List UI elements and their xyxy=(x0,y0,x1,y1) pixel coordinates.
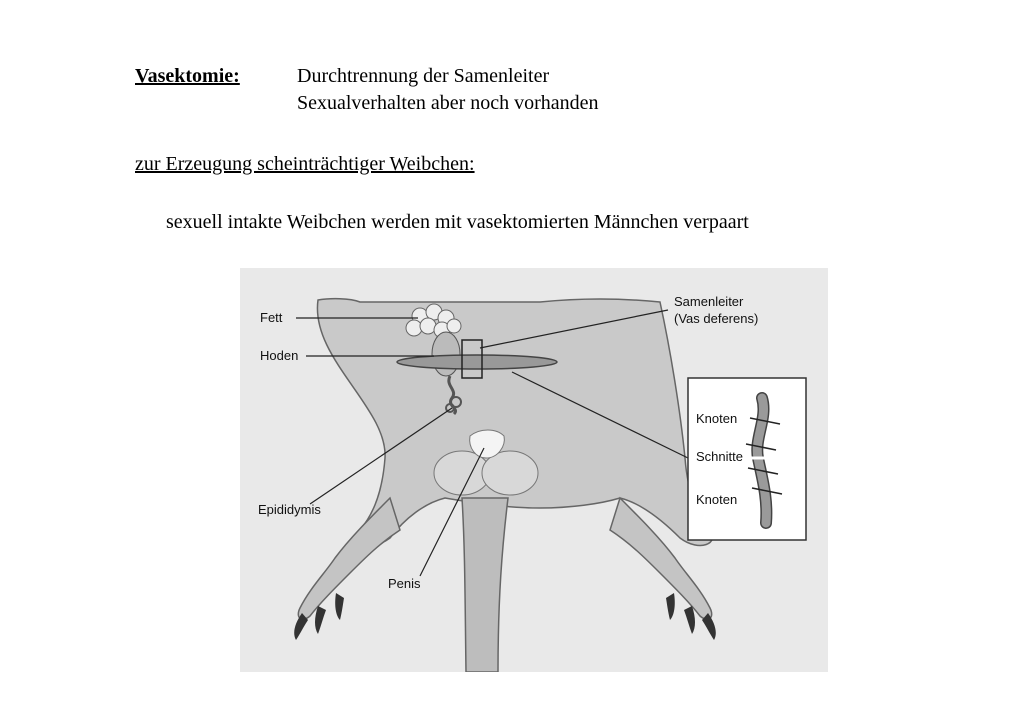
subheading: zur Erzeugung scheinträchtiger Weibchen: xyxy=(135,153,475,175)
label-knoten-bottom: Knoten xyxy=(696,492,738,507)
label-schnitte: Schnitte xyxy=(696,449,743,464)
label-knoten-top: Knoten xyxy=(696,411,738,426)
label-hoden: Hoden xyxy=(260,348,299,363)
label-penis: Penis xyxy=(388,576,421,591)
label-vas-deferens: (Vas deferens) xyxy=(674,311,759,326)
label-samenleiter: Samenleiter xyxy=(674,294,744,309)
vas-deferens xyxy=(397,355,557,369)
label-fett: Fett xyxy=(260,310,283,325)
definition-line-1: Durchtrennung der Samenleiter xyxy=(297,65,550,87)
statement: sexuell intakte Weibchen werden mit vasektomierten Männchen verpaart xyxy=(166,211,749,233)
definition-line-2: Sexualverhalten aber noch vorhanden xyxy=(297,92,599,114)
vasectomy-illustration xyxy=(240,268,828,672)
label-epididymis: Epididymis xyxy=(258,502,321,517)
term-heading: Vasektomie: xyxy=(135,65,240,87)
